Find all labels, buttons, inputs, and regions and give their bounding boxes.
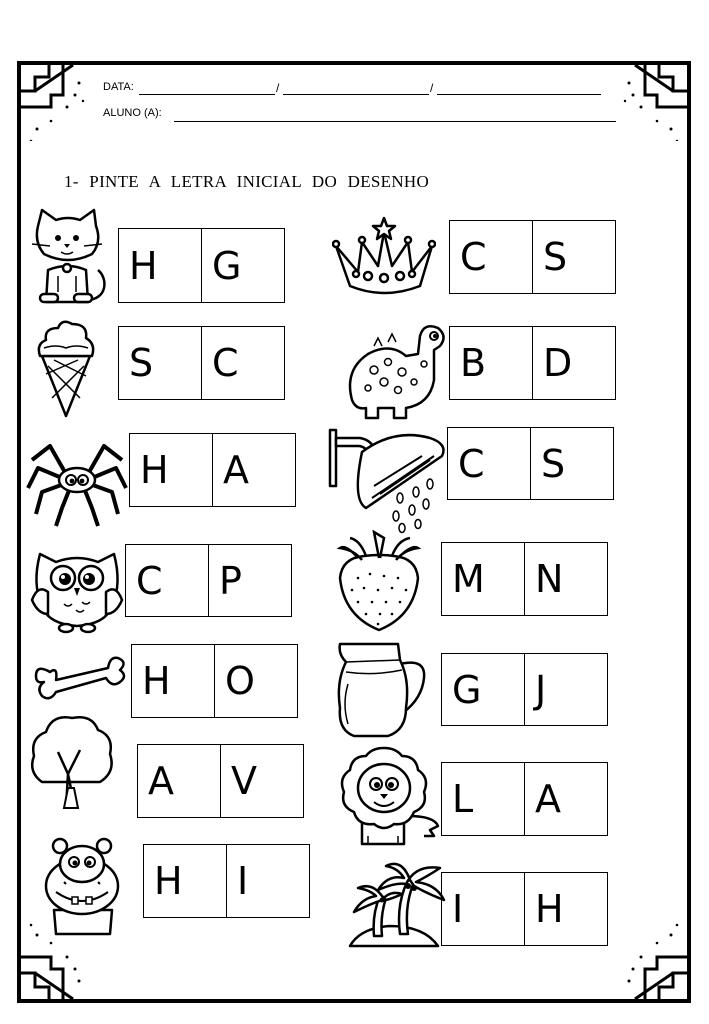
crown-icon <box>332 216 436 300</box>
letter-pair-spider <box>129 433 296 507</box>
letter-option[interactable] <box>208 545 291 616</box>
letter-option[interactable] <box>524 873 607 945</box>
letter-text: A <box>223 448 249 492</box>
letter-pair-island <box>441 872 608 946</box>
ice-cream-icon <box>36 316 96 420</box>
letter-text: S <box>543 235 568 279</box>
letter-option[interactable] <box>524 654 607 725</box>
letter-option[interactable] <box>119 327 201 399</box>
letter-text: B <box>460 341 487 385</box>
letter-option[interactable] <box>532 221 615 293</box>
letter-pair-dinosaur <box>449 326 616 400</box>
letter-option[interactable] <box>524 543 607 615</box>
date-label: DATA: <box>103 81 134 93</box>
letter-text: H <box>154 859 183 903</box>
letter-option[interactable] <box>214 645 297 717</box>
letter-option[interactable] <box>532 327 615 399</box>
date-day-field[interactable] <box>139 94 275 95</box>
letter-pair-strawberry <box>441 542 608 616</box>
letter-text: G <box>452 667 482 712</box>
dinosaur-icon <box>344 320 448 422</box>
letter-text: J <box>535 667 547 712</box>
letter-text: I <box>237 859 249 903</box>
student-name-field[interactable] <box>174 121 616 122</box>
cat-icon <box>28 208 112 308</box>
letter-pair-cat <box>118 228 285 303</box>
letter-pair-bone <box>131 644 298 718</box>
bone-icon <box>32 654 130 708</box>
corner-ornament-bottom-right <box>611 923 691 1003</box>
letter-pair-jug <box>441 653 608 726</box>
letter-option[interactable] <box>524 763 607 835</box>
corner-ornament-top-right <box>611 61 691 141</box>
letter-option[interactable] <box>212 434 295 506</box>
date-year-field[interactable] <box>437 94 601 95</box>
letter-option[interactable] <box>450 221 532 293</box>
letter-text: H <box>142 659 171 703</box>
letter-pair-crown <box>449 220 616 294</box>
letter-text: O <box>225 659 255 703</box>
letter-text: V <box>231 759 257 803</box>
letter-option[interactable] <box>138 745 220 817</box>
letter-text: D <box>543 341 573 385</box>
letter-pair-tree <box>137 744 304 818</box>
letter-pair-lion <box>441 762 608 836</box>
date-separator-1: / <box>276 81 280 95</box>
letter-text: A <box>148 759 174 803</box>
letter-option[interactable] <box>132 645 214 717</box>
letter-option[interactable] <box>119 229 201 302</box>
letter-text: C <box>212 341 239 385</box>
letter-option[interactable] <box>130 434 212 506</box>
strawberry-icon <box>336 530 422 634</box>
letter-text: A <box>535 777 561 821</box>
letter-pair-ice-cream <box>118 326 285 400</box>
letter-text: H <box>140 448 169 492</box>
letter-text: H <box>535 887 564 931</box>
island-icon <box>344 854 450 954</box>
letter-option[interactable] <box>144 845 226 917</box>
spider-icon <box>26 432 130 528</box>
letter-option[interactable] <box>220 745 303 817</box>
date-month-field[interactable] <box>283 94 429 95</box>
letter-text: H <box>129 243 158 288</box>
letter-option[interactable] <box>201 327 284 399</box>
letter-option[interactable] <box>442 873 524 945</box>
letter-text: N <box>535 557 564 601</box>
letter-text: S <box>541 441 566 486</box>
jug-icon <box>334 638 430 740</box>
letter-text: S <box>129 341 154 385</box>
letter-text: C <box>136 558 163 603</box>
letter-pair-owl <box>125 544 292 617</box>
letter-option[interactable] <box>442 543 524 615</box>
letter-option[interactable] <box>226 845 309 917</box>
owl-icon <box>30 544 124 636</box>
letter-text: G <box>212 243 242 288</box>
letter-text: C <box>460 235 487 279</box>
letter-text: C <box>458 441 485 486</box>
student-label: ALUNO (A): <box>103 107 162 119</box>
corner-ornament-top-left <box>17 61 97 141</box>
letter-option[interactable] <box>530 428 613 499</box>
letter-text: M <box>452 557 485 601</box>
letter-option[interactable] <box>201 229 284 302</box>
shower-icon <box>326 426 450 534</box>
letter-option[interactable] <box>450 327 532 399</box>
lion-icon <box>338 746 442 848</box>
date-separator-2: / <box>430 81 434 95</box>
letter-option[interactable] <box>442 763 524 835</box>
letter-option[interactable] <box>126 545 208 616</box>
letter-pair-hippo <box>143 844 310 918</box>
letter-text: P <box>219 558 242 603</box>
letter-pair-shower <box>447 427 614 500</box>
letter-option[interactable] <box>448 428 530 499</box>
hippo-icon <box>40 834 130 940</box>
instruction-title: 1- PINTE A LETRA INICIAL DO DESENHO <box>64 172 430 191</box>
tree-icon <box>28 712 116 814</box>
letter-text: I <box>452 887 464 931</box>
letter-text: L <box>452 777 474 821</box>
letter-option[interactable] <box>442 654 524 725</box>
